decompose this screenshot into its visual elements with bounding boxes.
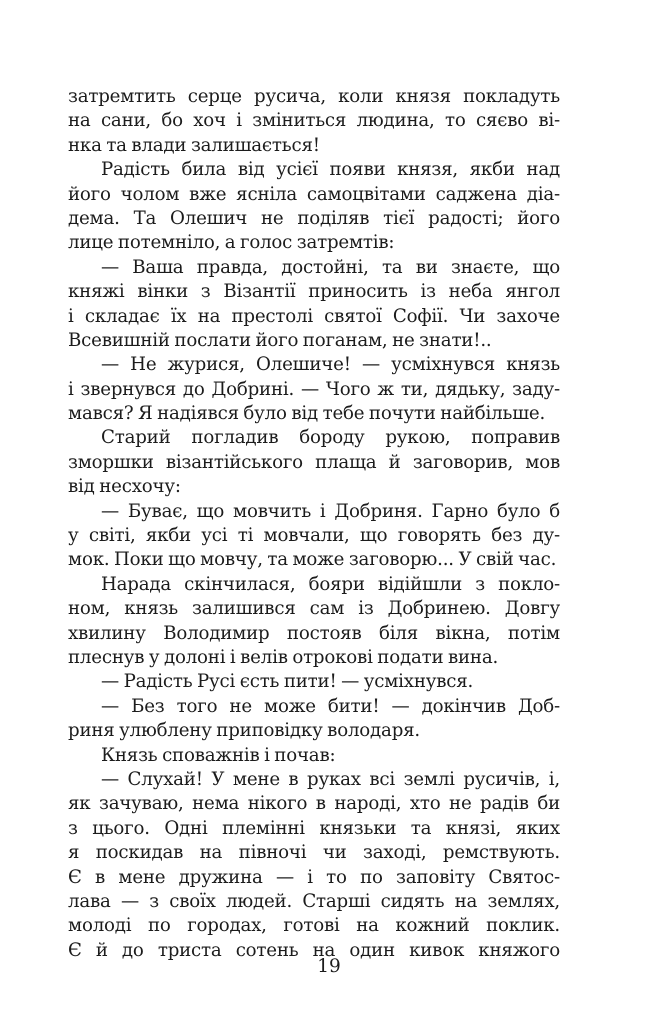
text-line: княжі вінки з Візантії приносить із неба янгол [68, 281, 560, 303]
text-line: Князь споважнів і почав: [101, 744, 336, 766]
text-line: риня улюблену приповідку володаря. [68, 720, 420, 742]
text-line: я поскидав на півночі чи заході, ремствують. [68, 842, 560, 864]
text-line: на сани, бо хоч і зміниться людина, то сяєво ві- [68, 110, 560, 132]
text-line: Радість била від усієї появи князя, якби над [101, 159, 560, 181]
text-line: Є й до триста сотень на один кивок княжого [68, 939, 560, 961]
text-line: — Не журися, Олешиче! — усміхнувся князь [101, 354, 560, 376]
text-line: — Ваша правда, достойні, та ви знаєте, що [101, 256, 560, 278]
text-line: від несхочу: [68, 476, 181, 498]
text-line: Старий погладив бороду рукою, поправив [101, 427, 560, 449]
page-number: 19 [317, 956, 341, 977]
text-line: лице потемніло, а голос затремтів: [68, 232, 395, 254]
text-line: молоді по городах, готові на кожний поклик. [68, 915, 560, 937]
text-line: ном, князь залишився сам із Добринею. Довгу [68, 598, 560, 620]
text-line: і складає їх на престолі святої Софії. Чи захоче [68, 305, 560, 327]
text-line: Є в мене дружина — і то по заповіту Святос- [68, 866, 560, 888]
text-line: — Радість Русі єсть пити! — усміхнувся. [101, 671, 474, 693]
text-line: — Буває, що мовчить і Добриня. Гарно було б [101, 500, 560, 522]
page-body-text [68, 85, 560, 963]
text-line: мок. Поки що мовчу, та може заговорю... У свій час. [68, 549, 557, 571]
text-line: — Без того не може бити! — докінчив Доб- [101, 695, 560, 717]
text-line: хвилину Володимир постояв біля вікна, потім [68, 622, 560, 644]
text-line: затремтить серце русича, коли князя покладуть [68, 86, 560, 107]
text-line: Нарада скінчилася, бояри відійшли з покло- [101, 573, 560, 595]
text-line: нка та влади залишається! [68, 134, 320, 156]
text-line: мався? Я надіявся було від тебе почути найбільше. [68, 403, 546, 425]
text-line: і звернувся до Добрині. — Чого ж ти, дядьку, заду- [68, 378, 560, 400]
text-line: дема. Та Олешич не поділяв тієї радості; його [68, 207, 560, 229]
text-line: як зачуваю, нема нікого в народі, хто не радів би [68, 793, 560, 815]
text-line: лава — з своїх людей. Старші сидять на землях, [68, 890, 560, 912]
text-line: з цього. Одні племінні князьки та князі, яких [68, 817, 560, 839]
text-line: його чолом вже ясніла самоцвітами саджена діа- [68, 183, 560, 205]
text-line: у світі, якби усі ті мовчали, що говорять без ду- [68, 525, 560, 547]
text-line: — Слухай! У мене в руках всі землі русичів, і, [101, 768, 560, 790]
text-line: плеснув у долоні і велів отрокові подати вина. [68, 646, 499, 668]
text-line: Всевишній послати його поганам, не знати!.. [68, 329, 492, 351]
text-line: зморшки візантійського плаща й заговорив, мов [68, 451, 560, 473]
